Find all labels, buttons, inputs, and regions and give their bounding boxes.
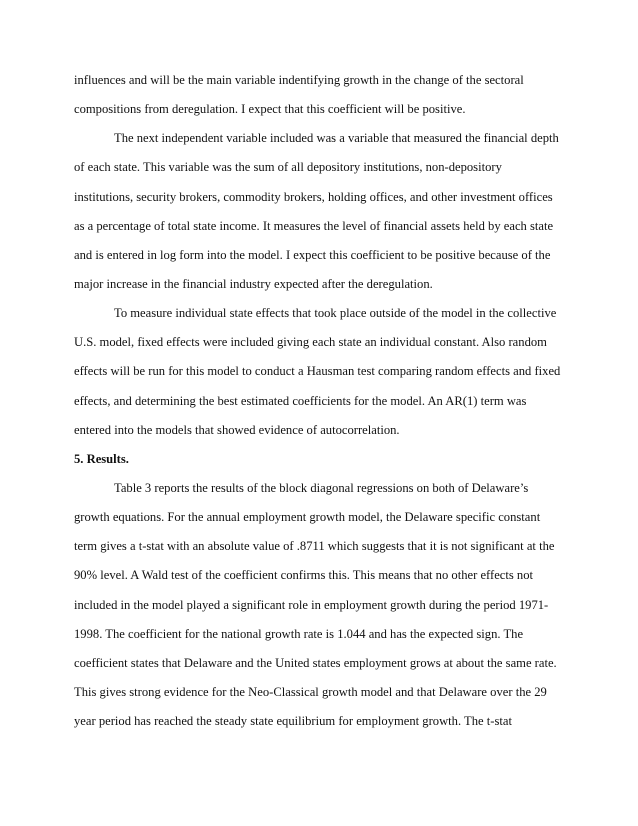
text-line: Table 3 reports the results of the block diagonal regressions on both of Delaware’s [114, 480, 529, 495]
text-line: This gives strong evidence for the Neo-Classical growth model and that Delaware over the 29 [74, 684, 547, 699]
text-line: institutions, security brokers, commodity brokers, holding offices, and other investment offices [74, 189, 553, 204]
text-line: coefficient states that Delaware and the United states employment grows at about the same rate. [74, 655, 557, 670]
text-line: effects, and determining the best estimated coefficients for the model. An AR(1) term was [74, 393, 527, 408]
text-line: growth equations. For the annual employment growth model, the Delaware specific constant [74, 510, 541, 525]
text-line: U.S. model, fixed effects were included giving each state an individual constant. Also random [74, 335, 547, 350]
text-line: major increase in the financial industry expected after the deregulation. [74, 276, 433, 291]
text-line: as a percentage of total state income. It measures the level of financial assets held by each state [74, 218, 554, 233]
section-heading: 5. Results. [74, 451, 129, 466]
text-line: included in the model played a significant role in employment growth during the period 1971- [74, 597, 549, 612]
text-line: effects will be run for this model to conduct a Hausman test comparing random effects and fixed [74, 364, 561, 379]
text-line: influences and will be the main variable indentifying growth in the change of the sectoral [74, 73, 524, 87]
text-line: and is entered in log form into the model. I expect this coefficient to be positive because of the [74, 247, 551, 262]
text-line: compositions from deregulation. I expect that this coefficient will be positive. [74, 102, 466, 117]
text-line: The next independent variable included was a variable that measured the financial depth [114, 131, 559, 146]
body-text [74, 66, 574, 736]
text-line: 90% level. A Wald test of the coefficient confirms this. This means that no other effects not [74, 568, 534, 583]
text-line: of each state. This variable was the sum of all depository institutions, non-depository [74, 160, 502, 175]
text-line: term gives a t-stat with an absolute value of .8711 which suggests that it is not significant at the [74, 539, 555, 554]
text-line: year period has reached the steady state equilibrium for employment growth. The t-stat [74, 714, 512, 729]
text-line: entered into the models that showed evidence of autocorrelation. [74, 422, 400, 437]
text-line: 1998. The coefficient for the national growth rate is 1.044 and has the expected sign. The [74, 626, 524, 641]
text-line: To measure individual state effects that took place outside of the model in the collective [114, 306, 557, 321]
